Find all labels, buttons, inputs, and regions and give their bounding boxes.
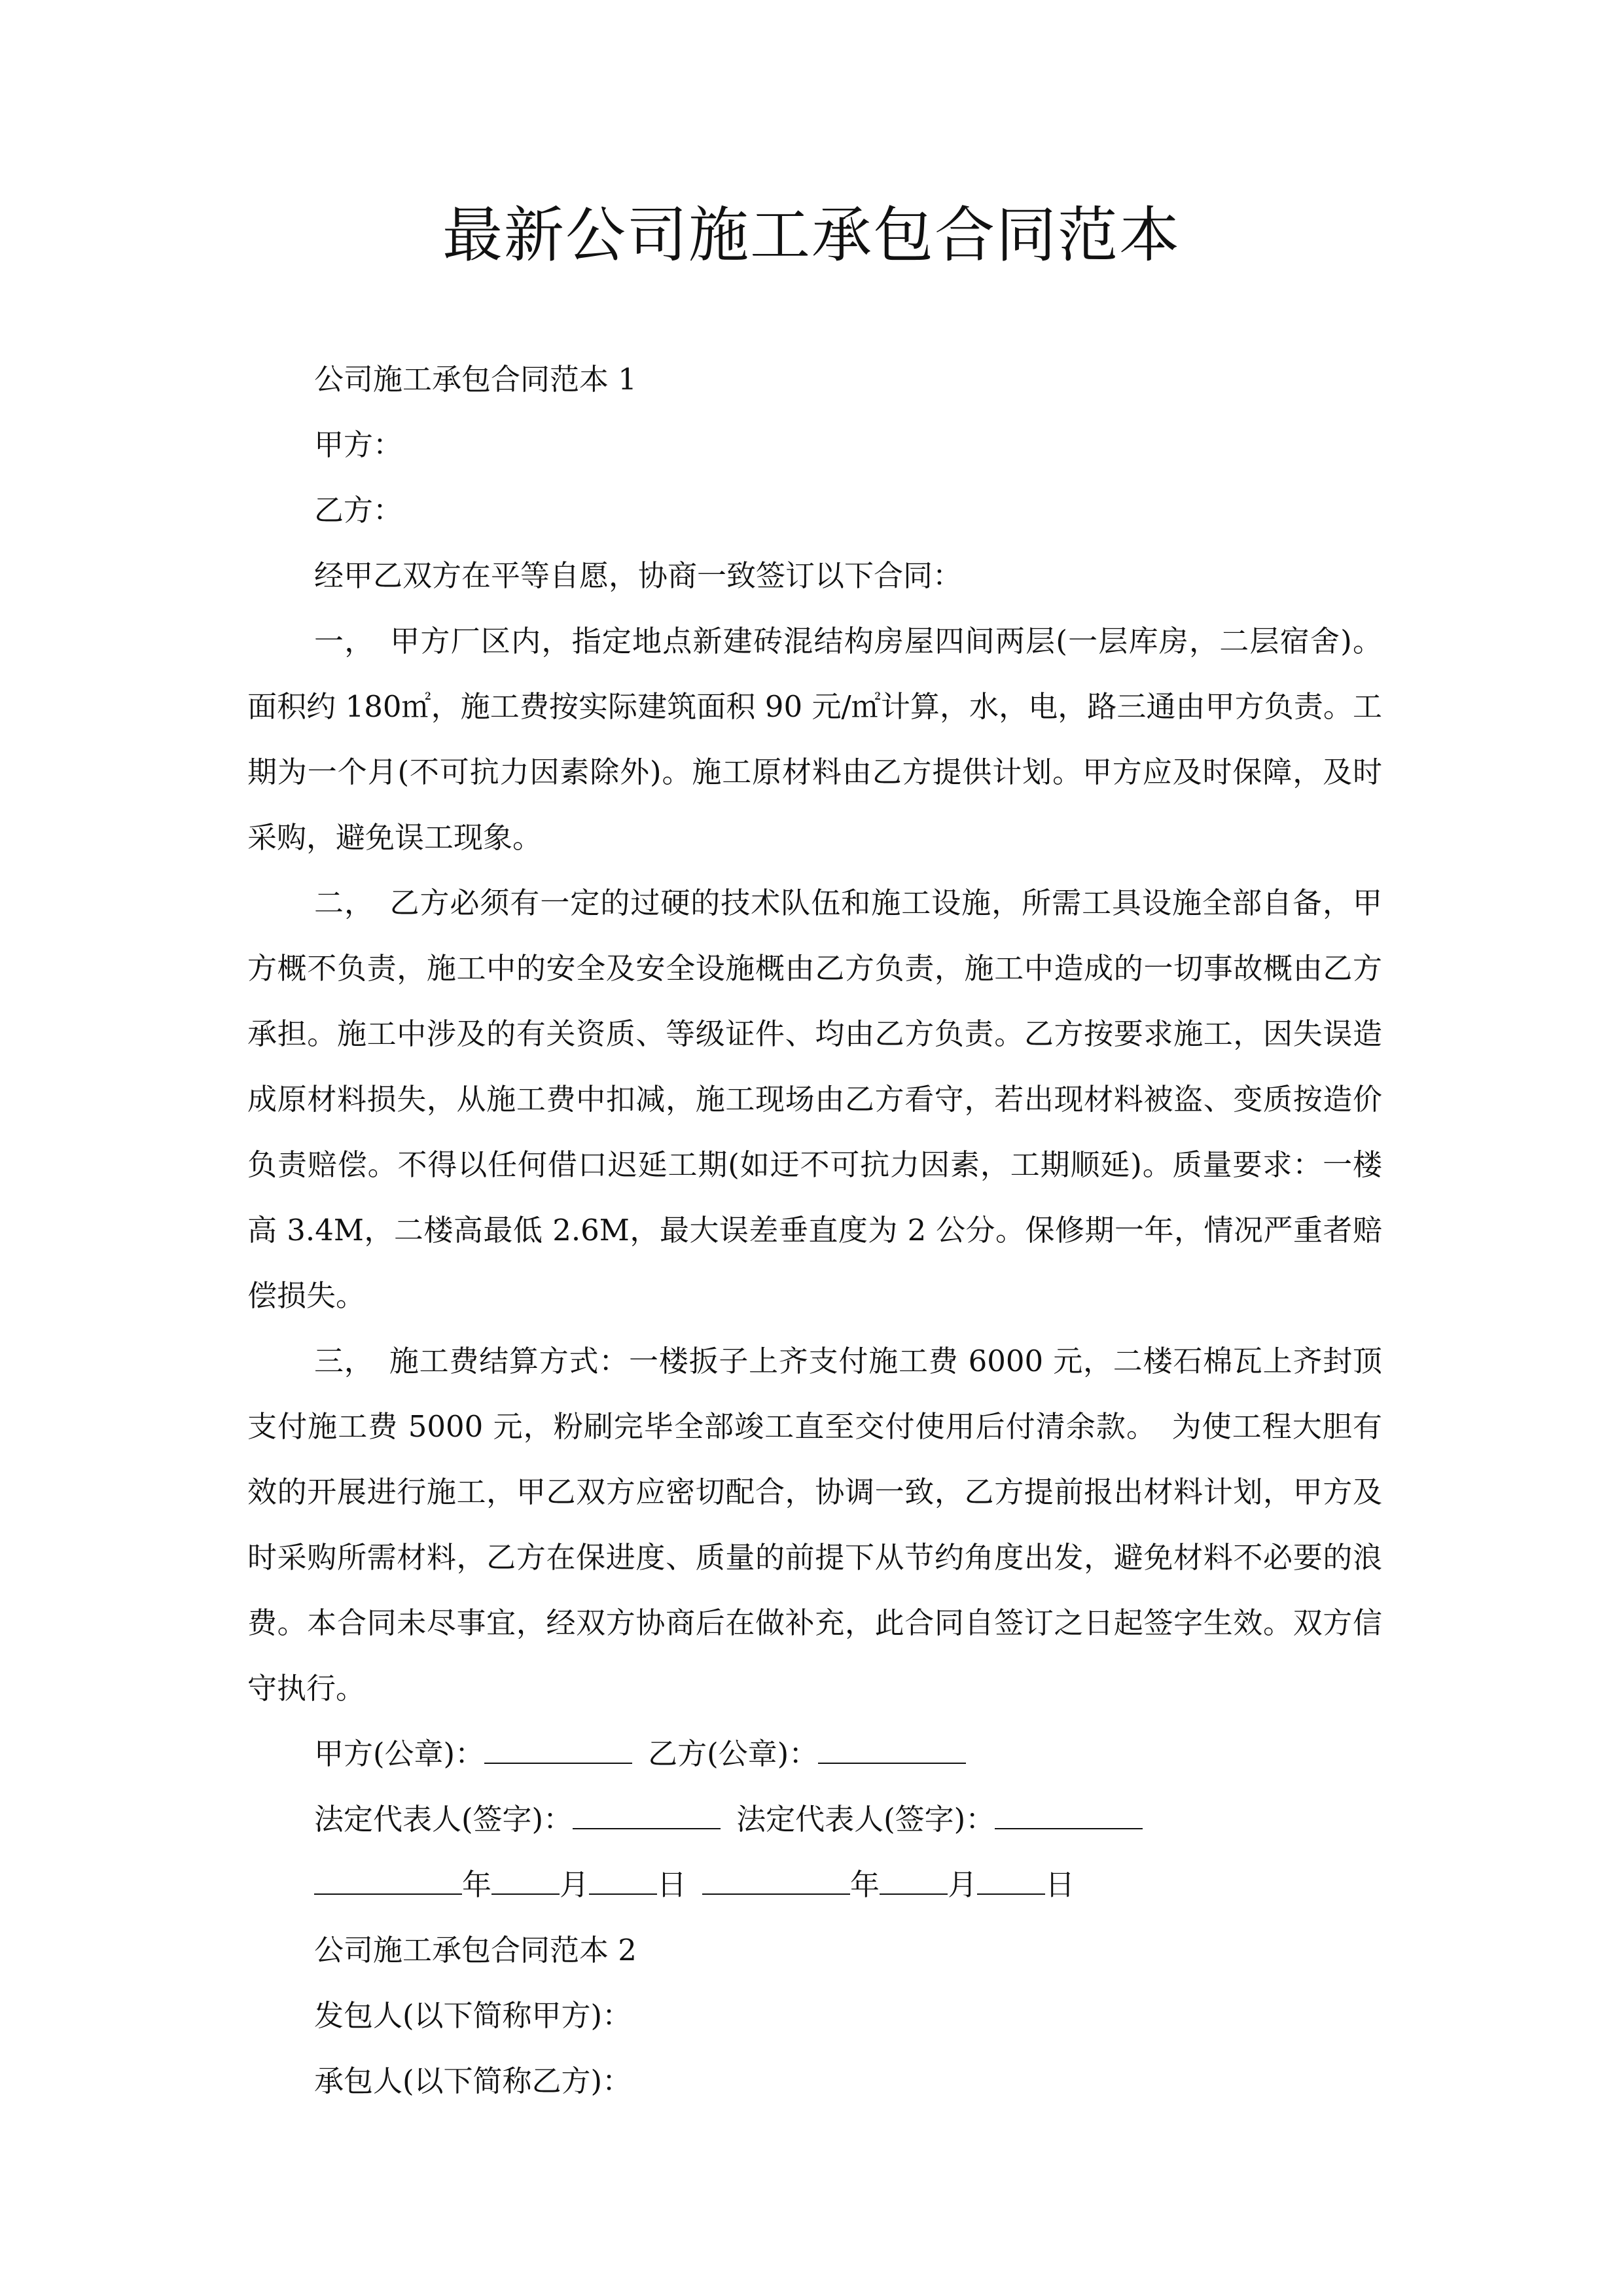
rep-a-label: 法定代表人(签字)： [314, 1802, 573, 1837]
seal-line [247, 1721, 1382, 1787]
party-b-label: 乙方： [314, 493, 403, 528]
document-body [247, 347, 1382, 2114]
clause-1: 一， 甲方厂区内，指定地点新建砖混结构房屋四间两层(一层库房，二层宿舍)。面积约 180㎡，施工费按实际建筑面积 90 元/㎡计算，水，电，路三通由甲方负责。工期为一个月(不可抗力因素除外)。施工原材料由乙方提供计划。甲方应及时保障，及时采购，避免误工现象。 [247, 624, 1382, 855]
contractor-label: 承包人(以下简称乙方)： [314, 2064, 632, 2098]
date-a-day: 日 [657, 1867, 687, 1902]
date-b-day-blank [977, 1862, 1045, 1895]
date-a-month: 月 [560, 1867, 590, 1902]
date-a-day-blank [589, 1862, 657, 1895]
date-line [247, 1852, 1382, 1918]
section-1-heading: 公司施工承包合同范本 1 [314, 362, 637, 397]
rep-b-blank [995, 1797, 1143, 1829]
date-b-year-blank [702, 1862, 850, 1895]
rep-b-label: 法定代表人(签字)： [736, 1802, 995, 1837]
date-b-year: 年 [850, 1867, 880, 1902]
party-a-label: 甲方： [314, 427, 403, 462]
seal-a-blank [484, 1731, 632, 1764]
date-b-month-blank [880, 1862, 948, 1895]
document-title: 最新公司施工承包合同范本 [442, 200, 1181, 270]
clause-3: 三， 施工费结算方式：一楼扳子上齐支付施工费 6000 元，二楼石棉瓦上齐封顶支付施工费 5000 元，粉刷完毕全部竣工直至交付使用后付清余款。 为使工程大胆有效的开展进行施工，甲乙双方应密切配合，协调一致，乙方提前报出材料计划，甲方及时采购所需材料，乙方在保进度、质量的前提下从节约角度出发，避免材料不必要的浪费。本合同未尽事宜，经双方协商后在做补充，此合同自签订之日起签字生效。双方信守执行。 [247, 1344, 1382, 1706]
representative-line [247, 1787, 1382, 1852]
date-b-day: 日 [1045, 1867, 1075, 1902]
seal-a-label: 甲方(公章)： [314, 1736, 485, 1771]
date-a-year-blank [314, 1862, 462, 1895]
seal-b-blank [818, 1731, 966, 1764]
employer-label: 发包人(以下简称甲方)： [314, 1998, 632, 2033]
seal-b-label: 乙方(公章)： [648, 1736, 819, 1771]
clause-2: 二， 乙方必须有一定的过硬的技术队伍和施工设施，所需工具设施全部自备，甲方概不负责，施工中的安全及安全设施概由乙方负责，施工中造成的一切事故概由乙方承担。施工中涉及的有关资质、等级证件、均由乙方负责。乙方按要求施工，因失误造成原材料损失，从施工费中扣减，施工现场由乙方看守，若出现材料被盗、变质按造价负责赔偿。不得以任何借口迟延工期(如迂不可抗力因素，工期顺延)。质量要求：一楼高 3.4M，二楼高最低 2.6M，最大误差垂直度为 2 公分。保修期一年，情况严重者赔偿损失。 [247, 886, 1382, 1313]
date-a-month-blank [491, 1862, 560, 1895]
section-2-heading: 公司施工承包合同范本 2 [314, 1933, 637, 1967]
intro-paragraph: 经甲乙双方在平等自愿，协商一致签订以下合同： [314, 558, 963, 593]
date-b-month: 月 [948, 1867, 978, 1902]
rep-a-blank [573, 1797, 721, 1829]
date-a-year: 年 [462, 1867, 492, 1902]
